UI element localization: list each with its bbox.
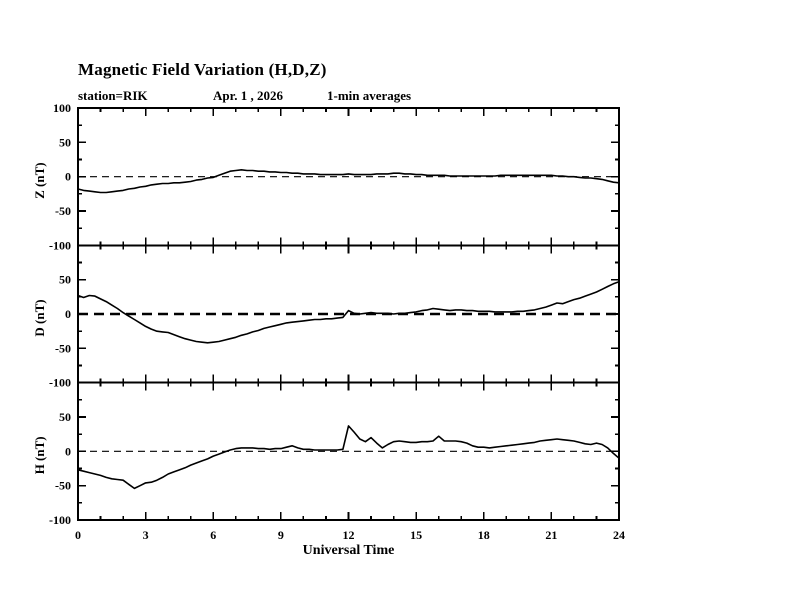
x-axis-labels bbox=[75, 528, 625, 558]
y-tick-label: 0 bbox=[65, 444, 71, 459]
x-tick-label: 12 bbox=[342, 528, 355, 542]
x-tick-label: 15 bbox=[410, 528, 423, 542]
x-tick-label: 18 bbox=[477, 528, 490, 542]
curve-H bbox=[78, 426, 619, 489]
y-tick-label: -100 bbox=[49, 238, 71, 253]
date-label: Apr. 1 , 2026 bbox=[213, 88, 283, 103]
panel-D bbox=[32, 245, 619, 389]
x-axis-title: Universal Time bbox=[302, 543, 395, 558]
x-tick-label: 6 bbox=[210, 528, 217, 542]
x-tick-label: 24 bbox=[613, 528, 625, 542]
y-tick-label: 50 bbox=[59, 135, 71, 150]
y-tick-label: 50 bbox=[59, 410, 71, 424]
x-tick-label: 21 bbox=[545, 528, 558, 542]
station-label: station=RIK bbox=[78, 88, 148, 103]
averaging-label: 1-min averages bbox=[327, 88, 412, 103]
chart-title: Magnetic Field Variation (H,D,Z) bbox=[78, 60, 327, 79]
y-tick-label: 100 bbox=[53, 101, 71, 115]
x-tick-label: 3 bbox=[142, 528, 149, 542]
y-tick-label: 0 bbox=[65, 307, 71, 321]
y-axis-title-H: H (nT) bbox=[32, 436, 47, 475]
y-tick-label: -50 bbox=[55, 478, 71, 493]
y-tick-label: -100 bbox=[49, 513, 71, 527]
y-tick-label: 50 bbox=[59, 272, 71, 287]
y-tick-label: -50 bbox=[55, 204, 71, 218]
y-axis-title-D: D (nT) bbox=[32, 299, 47, 337]
y-axis-title-Z: Z (nT) bbox=[32, 162, 47, 199]
y-tick-label: 0 bbox=[65, 169, 71, 184]
panel-Z bbox=[32, 101, 619, 252]
curve-Z bbox=[78, 170, 619, 193]
x-tick-label: 9 bbox=[277, 528, 284, 542]
x-tick-label: 0 bbox=[75, 528, 81, 542]
y-tick-label: -100 bbox=[49, 375, 71, 390]
y-tick-label: -50 bbox=[55, 341, 71, 356]
curve-D bbox=[78, 282, 619, 343]
panel-H bbox=[32, 383, 619, 527]
